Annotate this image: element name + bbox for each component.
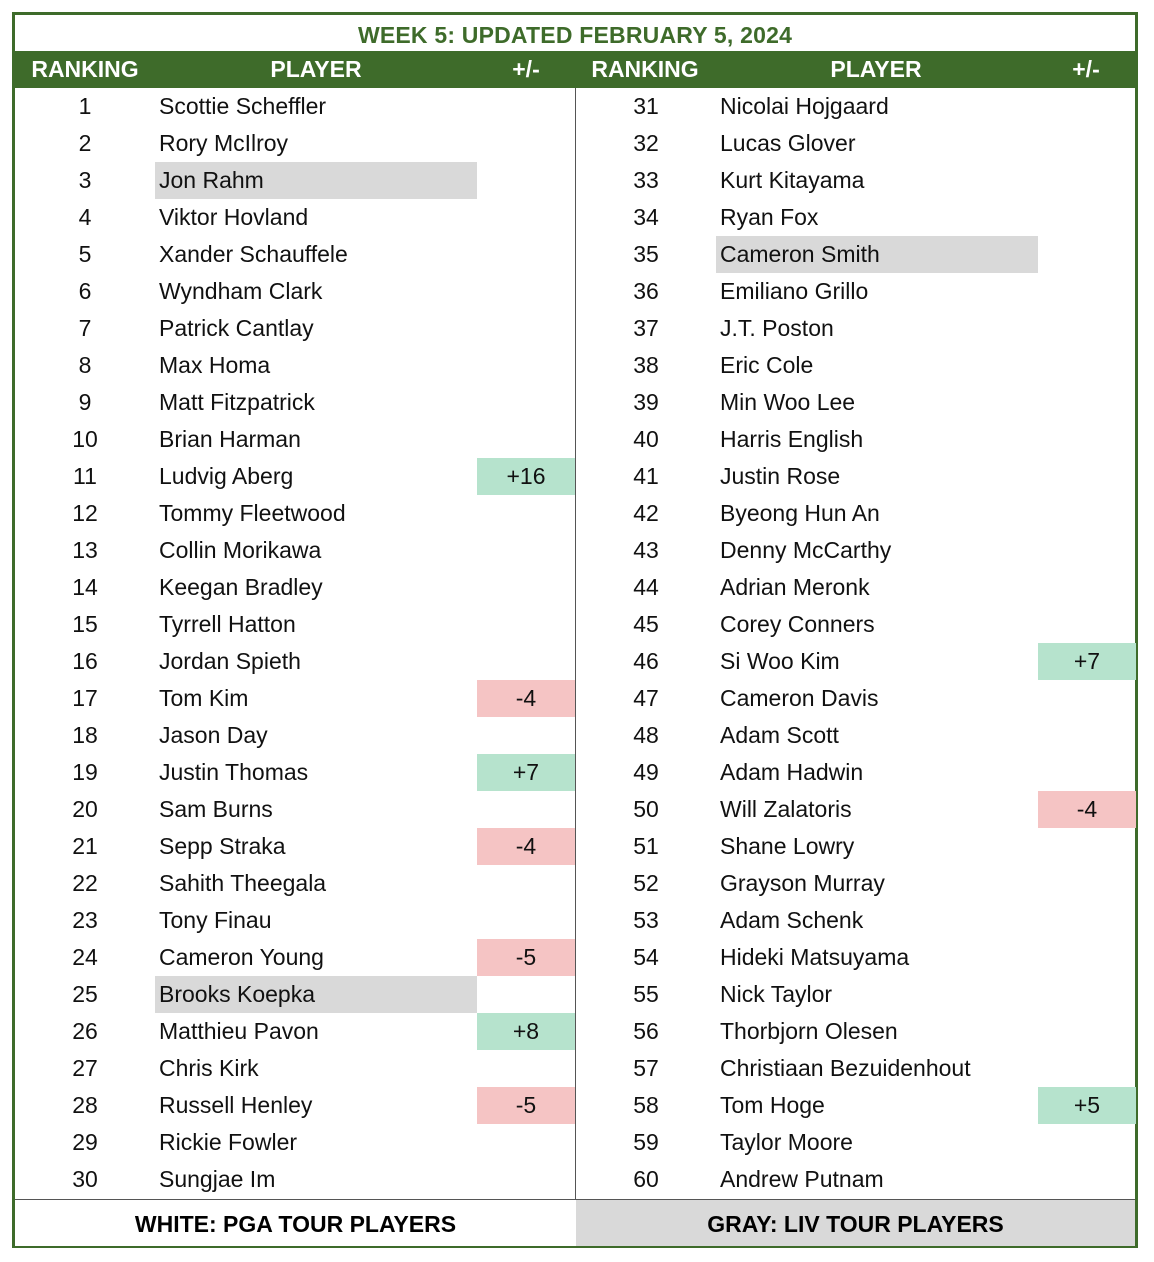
rank-cell: 22 (72, 870, 98, 896)
change-cell (1038, 1124, 1136, 1161)
player-cell: Rory McIlroy (159, 130, 289, 156)
player-cell: Will Zalatoris (720, 796, 852, 822)
change-cell (1038, 1013, 1136, 1050)
change-cell (1038, 88, 1136, 125)
rank-cell: 5 (78, 241, 92, 267)
player-cell: Keegan Bradley (159, 574, 323, 600)
rank-cell: 16 (72, 648, 98, 674)
player-cell: Tom Kim (159, 685, 249, 711)
header-row (15, 51, 1135, 88)
rank-cell: 28 (72, 1092, 98, 1118)
change-cell (1038, 680, 1136, 717)
change-cell: +7 (477, 754, 575, 791)
change-cell (477, 347, 575, 384)
table-row (576, 791, 1136, 828)
table-row (15, 532, 575, 569)
change-cell: +5 (1038, 1087, 1136, 1124)
table-row (15, 495, 575, 532)
change-cell (1038, 754, 1136, 791)
player-cell: Max Homa (159, 352, 271, 378)
player-cell: Min Woo Lee (720, 389, 856, 415)
change-cell (477, 902, 575, 939)
table-row (576, 199, 1136, 236)
player-cell: J.T. Poston (720, 315, 834, 341)
player-cell: Adam Schenk (720, 907, 864, 933)
table-row (15, 1161, 575, 1198)
table-row (15, 88, 575, 125)
rank-cell: 21 (72, 833, 98, 859)
change-cell: -5 (477, 1087, 575, 1124)
change-cell (1038, 162, 1136, 199)
change-cell: -4 (1038, 791, 1136, 828)
change-cell (1038, 976, 1136, 1013)
table-row (15, 1050, 575, 1087)
rank-cell: 18 (72, 722, 98, 748)
rank-cell: 45 (633, 611, 659, 637)
table-row (576, 125, 1136, 162)
player-cell: Tyrrell Hatton (159, 611, 296, 637)
player-cell: Corey Conners (720, 611, 875, 637)
table-row (576, 976, 1136, 1013)
change-cell (1038, 606, 1136, 643)
player-cell: Emiliano Grillo (720, 278, 869, 304)
table-row (15, 1124, 575, 1161)
change-cell: -5 (477, 939, 575, 976)
rank-cell: 13 (72, 537, 98, 563)
player-cell: Jason Day (159, 722, 268, 748)
table-title: WEEK 5: UPDATED FEBRUARY 5, 2024 (357, 22, 793, 48)
change-cell (477, 384, 575, 421)
rank-cell: 55 (633, 981, 659, 1007)
table-row (576, 643, 1136, 680)
player-cell: Shane Lowry (720, 833, 855, 859)
table-body (15, 88, 1135, 1200)
player-cell: Harris English (720, 426, 864, 452)
table-row (576, 1013, 1136, 1050)
change-cell (477, 162, 575, 199)
player-cell: Collin Morikawa (159, 537, 322, 563)
rank-cell: 9 (78, 389, 92, 415)
rank-cell: 34 (633, 204, 659, 230)
header-player: PLAYER (270, 56, 362, 82)
change-cell (477, 865, 575, 902)
change-cell (477, 273, 575, 310)
player-cell: Thorbjorn Olesen (720, 1018, 898, 1044)
rank-cell: 10 (72, 426, 98, 452)
rank-cell: 43 (633, 537, 659, 563)
rank-cell: 40 (633, 426, 659, 452)
left-column (15, 88, 576, 1199)
change-cell (477, 976, 575, 1013)
player-cell: Kurt Kitayama (720, 167, 865, 193)
table-row (576, 273, 1136, 310)
table-row (576, 310, 1136, 347)
rank-cell: 33 (633, 167, 659, 193)
change-cell: +7 (1038, 643, 1136, 680)
rank-cell: 4 (78, 204, 92, 230)
player-cell: Sam Burns (159, 796, 273, 822)
change-cell (1038, 199, 1136, 236)
player-cell: Ludvig Aberg (159, 463, 294, 489)
rank-cell: 47 (633, 685, 659, 711)
rank-cell: 50 (633, 796, 659, 822)
player-cell: Christiaan Bezuidenhout (720, 1055, 971, 1081)
player-cell: Adam Scott (720, 722, 839, 748)
header-player: PLAYER (830, 56, 922, 82)
player-cell: Xander Schauffele (159, 241, 348, 267)
change-cell (1038, 902, 1136, 939)
change-cell (1038, 1161, 1136, 1198)
rank-cell: 19 (72, 759, 98, 785)
table-row (15, 458, 575, 495)
change-cell (477, 88, 575, 125)
header-change: +/- (512, 56, 540, 82)
right-column (576, 88, 1136, 1199)
player-cell: Russell Henley (159, 1092, 313, 1118)
change-cell (477, 1161, 575, 1198)
player-cell: Tommy Fleetwood (159, 500, 346, 526)
change-cell (1038, 458, 1136, 495)
change-cell (1038, 384, 1136, 421)
table-row (576, 384, 1136, 421)
player-cell: Si Woo Kim (720, 648, 840, 674)
change-cell (477, 495, 575, 532)
table-row (15, 236, 575, 273)
rank-cell: 17 (72, 685, 98, 711)
rank-cell: 60 (633, 1166, 659, 1192)
legend-liv: GRAY: LIV TOUR PLAYERS (576, 1200, 1135, 1246)
rank-cell: 26 (72, 1018, 98, 1044)
table-row (576, 347, 1136, 384)
player-cell: Matt Fitzpatrick (159, 389, 315, 415)
table-row (576, 162, 1136, 199)
rank-cell: 11 (73, 463, 97, 489)
table-row (576, 569, 1136, 606)
rank-cell: 57 (633, 1055, 659, 1081)
rank-cell: 49 (633, 759, 659, 785)
change-cell (477, 1050, 575, 1087)
legend-pga: WHITE: PGA TOUR PLAYERS (15, 1200, 576, 1246)
player-cell: Viktor Hovland (159, 204, 309, 230)
legend-footer (15, 1200, 1135, 1246)
change-cell (1038, 532, 1136, 569)
rank-cell: 41 (633, 463, 659, 489)
player-cell: Brian Harman (159, 426, 301, 452)
table-row (576, 1124, 1136, 1161)
player-cell: Sungjae Im (159, 1166, 276, 1192)
change-cell (477, 125, 575, 162)
player-cell: Tom Hoge (720, 1092, 825, 1118)
table-row (15, 125, 575, 162)
change-cell (477, 606, 575, 643)
rank-cell: 27 (72, 1055, 98, 1081)
player-cell: Jordan Spieth (159, 648, 301, 674)
player-cell: Grayson Murray (720, 870, 885, 896)
change-cell: -4 (477, 680, 575, 717)
table-row (15, 310, 575, 347)
change-cell (1038, 865, 1136, 902)
change-cell (477, 1124, 575, 1161)
change-cell (477, 310, 575, 347)
rank-cell: 15 (72, 611, 98, 637)
table-row (576, 754, 1136, 791)
header-ranking: RANKING (31, 56, 139, 82)
player-cell: Tony Finau (159, 907, 272, 933)
rank-cell: 52 (633, 870, 659, 896)
table-row (15, 1087, 575, 1124)
change-cell (1038, 347, 1136, 384)
rank-cell: 38 (633, 352, 659, 378)
rank-cell: 59 (633, 1129, 659, 1155)
rank-cell: 2 (78, 130, 92, 156)
rank-cell: 14 (72, 574, 98, 600)
table-row (576, 606, 1136, 643)
table-row (576, 495, 1136, 532)
rank-cell: 29 (72, 1129, 98, 1155)
player-cell: Rickie Fowler (159, 1129, 298, 1155)
table-row (576, 902, 1136, 939)
player-cell: Patrick Cantlay (159, 315, 314, 341)
player-cell: Taylor Moore (720, 1129, 853, 1155)
rank-cell: 48 (633, 722, 659, 748)
table-row (15, 569, 575, 606)
header-ranking: RANKING (591, 56, 699, 82)
player-cell: Nicolai Hojgaard (720, 93, 889, 119)
table-row (15, 421, 575, 458)
table-row (576, 421, 1136, 458)
change-cell (1038, 236, 1136, 273)
rank-cell: 23 (72, 907, 98, 933)
table-row (15, 717, 575, 754)
change-cell: -4 (477, 828, 575, 865)
table-row (15, 162, 575, 199)
table-row (15, 384, 575, 421)
rank-cell: 3 (78, 167, 92, 193)
table-row (15, 976, 575, 1013)
player-cell: Cameron Davis (720, 685, 879, 711)
change-cell (477, 717, 575, 754)
change-cell (1038, 421, 1136, 458)
rank-cell: 56 (633, 1018, 659, 1044)
player-cell: Matthieu Pavon (159, 1018, 319, 1044)
rank-cell: 54 (633, 944, 659, 970)
header-left (15, 51, 575, 88)
rank-cell: 42 (633, 500, 659, 526)
player-cell: Sepp Straka (159, 833, 286, 859)
table-row (576, 1161, 1136, 1198)
table-row (15, 347, 575, 384)
table-row (15, 273, 575, 310)
player-cell: Wyndham Clark (159, 278, 323, 304)
table-row (576, 532, 1136, 569)
player-cell: Justin Thomas (159, 759, 309, 785)
table-row (576, 1087, 1136, 1124)
table-row (15, 680, 575, 717)
player-cell: Chris Kirk (159, 1055, 259, 1081)
rank-cell: 36 (633, 278, 659, 304)
change-cell (477, 569, 575, 606)
table-row (15, 1013, 575, 1050)
table-row (576, 939, 1136, 976)
player-cell: Lucas Glover (720, 130, 856, 156)
change-cell (1038, 569, 1136, 606)
player-cell: Hideki Matsuyama (720, 944, 910, 970)
rank-cell: 8 (78, 352, 92, 378)
change-cell (1038, 125, 1136, 162)
change-cell: +16 (477, 458, 575, 495)
change-cell (1038, 717, 1136, 754)
player-cell: Cameron Young (159, 944, 324, 970)
table-row (15, 791, 575, 828)
table-row (15, 643, 575, 680)
rank-cell: 30 (72, 1166, 98, 1192)
rank-cell: 51 (633, 833, 659, 859)
rankings-table (12, 12, 1138, 1248)
player-cell: Sahith Theegala (159, 870, 327, 896)
table-row (15, 606, 575, 643)
change-cell (477, 421, 575, 458)
player-cell: Adrian Meronk (720, 574, 870, 600)
change-cell (1038, 939, 1136, 976)
table-row (576, 717, 1136, 754)
player-cell: Andrew Putnam (720, 1166, 884, 1192)
change-cell (1038, 495, 1136, 532)
rank-cell: 53 (633, 907, 659, 933)
rank-cell: 12 (72, 500, 98, 526)
table-row (15, 828, 575, 865)
table-row (576, 1050, 1136, 1087)
table-row (576, 828, 1136, 865)
player-cell: Scottie Scheffler (159, 93, 327, 119)
rank-cell: 37 (633, 315, 659, 341)
rank-cell: 35 (633, 241, 659, 267)
rank-cell: 24 (72, 944, 98, 970)
change-cell (477, 791, 575, 828)
table-row (15, 902, 575, 939)
change-cell (477, 643, 575, 680)
table-row (15, 199, 575, 236)
table-row (576, 236, 1136, 273)
rank-cell: 31 (633, 93, 659, 119)
player-cell: Brooks Koepka (155, 976, 477, 1013)
rank-cell: 7 (78, 315, 92, 341)
player-cell: Jon Rahm (155, 162, 477, 199)
change-cell: +8 (477, 1013, 575, 1050)
table-row (576, 88, 1136, 125)
table-row (15, 939, 575, 976)
rank-cell: 1 (78, 93, 92, 119)
change-cell (1038, 273, 1136, 310)
change-cell (477, 236, 575, 273)
rank-cell: 25 (72, 981, 98, 1007)
change-cell (1038, 1050, 1136, 1087)
table-row (15, 865, 575, 902)
player-cell: Nick Taylor (720, 981, 833, 1007)
player-cell: Justin Rose (720, 463, 841, 489)
header-right (575, 51, 1135, 88)
rank-cell: 6 (78, 278, 92, 304)
rank-cell: 39 (633, 389, 659, 415)
change-cell (477, 199, 575, 236)
player-cell: Ryan Fox (720, 204, 819, 230)
rank-cell: 44 (633, 574, 659, 600)
rank-cell: 20 (72, 796, 98, 822)
player-cell: Adam Hadwin (720, 759, 864, 785)
header-change: +/- (1072, 56, 1100, 82)
player-cell: Eric Cole (720, 352, 814, 378)
table-row (576, 458, 1136, 495)
player-cell: Denny McCarthy (720, 537, 892, 563)
rank-cell: 46 (633, 648, 659, 674)
table-row (576, 865, 1136, 902)
rank-cell: 32 (633, 130, 659, 156)
player-cell: Cameron Smith (716, 236, 1038, 273)
change-cell (1038, 310, 1136, 347)
change-cell (1038, 828, 1136, 865)
table-row (15, 754, 575, 791)
player-cell: Byeong Hun An (720, 500, 880, 526)
table-row (576, 680, 1136, 717)
rank-cell: 58 (633, 1092, 659, 1118)
change-cell (477, 532, 575, 569)
